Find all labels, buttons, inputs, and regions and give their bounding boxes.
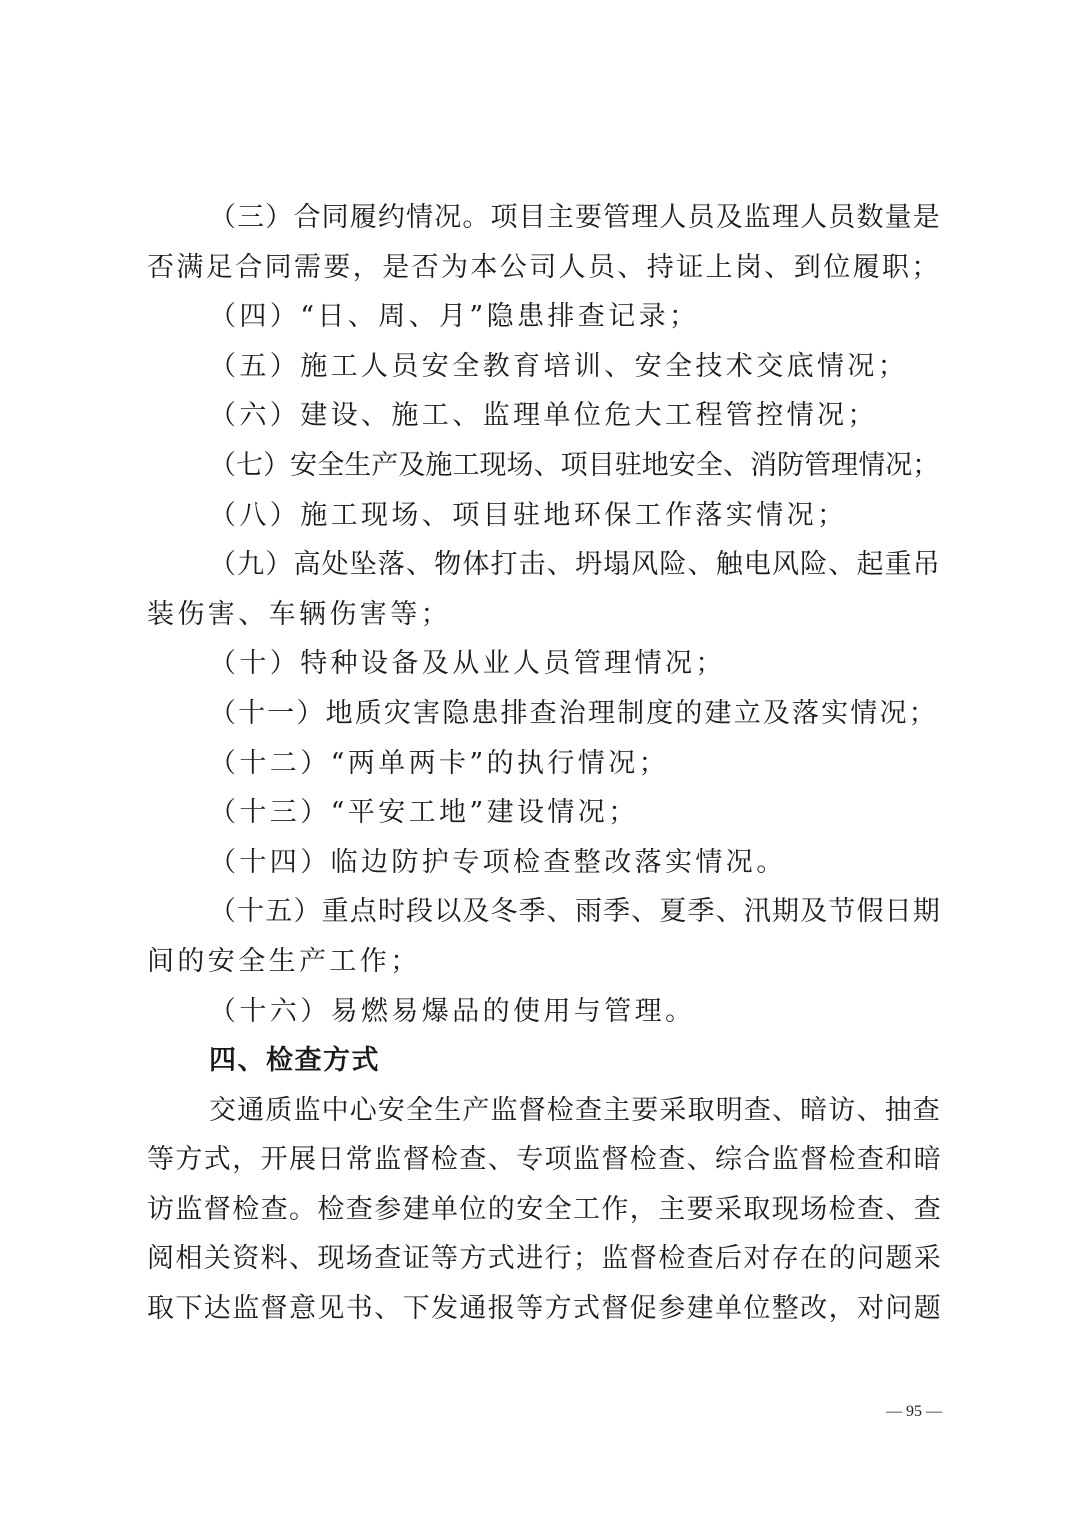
page-body [147,193,942,1334]
list-item-16 [147,987,942,1037]
section-paragraph [147,1086,942,1334]
text-line: （六）建设、施工、监理单位危大工程管控情况； [209,400,878,432]
text-line: （十一）地质灾害隐患排查治理制度的建立及落实情况； [209,697,938,729]
text-line: （十六）易燃易爆品的使用与管理。 [209,995,696,1027]
list-item-13 [147,788,942,838]
text-line: （十四）临边防护专项检查整改落实情况。 [209,846,787,878]
page-number: — 95 — [886,1403,942,1420]
text-line: （七）安全生产及施工现场、项目驻地安全、消防管理情况； [209,449,940,481]
list-item-4 [147,292,942,342]
text-line: 否满足合同需要，是否为本公司人员、持证上岗、到位履职； [147,251,941,283]
list-item-11 [147,689,942,739]
text-line: 间的安全生产工作； [147,945,421,977]
text-line: 访监督检查。检查参建单位的安全工作，主要采取现场检查、查 [147,1193,943,1225]
list-item-9 [147,540,942,639]
text-line: （十二）“两单两卡”的执行情况； [209,747,670,779]
list-item-7 [147,441,942,491]
list-item-15 [147,887,942,986]
list-item-14 [147,838,942,888]
list-item-8 [147,491,942,541]
text-line: （九）高处坠落、物体打击、坍塌风险、触电风险、起重吊 [209,549,941,581]
text-line: 取下达监督意见书、下发通报等方式督促参建单位整改，对问题 [147,1293,943,1325]
text-line: （十）特种设备及从业人员管理情况； [209,648,726,680]
text-line: （十五）重点时段以及冬季、雨季、夏季、汛期及节假日期 [209,896,941,928]
text-line: （八）施工现场、项目驻地环保工作落实情况； [209,499,848,531]
section-heading: 四、检查方式 [209,1045,380,1077]
list-item-6 [147,391,942,441]
list-item-12 [147,739,942,789]
text-line: （十三）“平安工地”建设情况； [209,797,639,829]
text-line: 交通质监中心安全生产监督检查主要采取明查、暗访、抽查 [209,1094,941,1126]
text-line: （四）“日、周、月”隐患排查记录； [209,301,700,333]
list-item-5 [147,342,942,392]
list-item-10 [147,639,942,689]
text-line: （三）合同履约情况。项目主要管理人员及监理人员数量是 [209,202,941,233]
text-line: 装伤害、车辆伤害等； [147,598,451,630]
list-item-3 [147,193,942,292]
text-line: 阅相关资料、现场查证等方式进行；监督检查后对存在的问题采 [147,1243,943,1275]
text-line: （五）施工人员安全教育培训、安全技术交底情况； [209,350,909,382]
text-line: 等方式，开展日常监督检查、专项监督检查、综合监督检查和暗 [147,1144,943,1176]
